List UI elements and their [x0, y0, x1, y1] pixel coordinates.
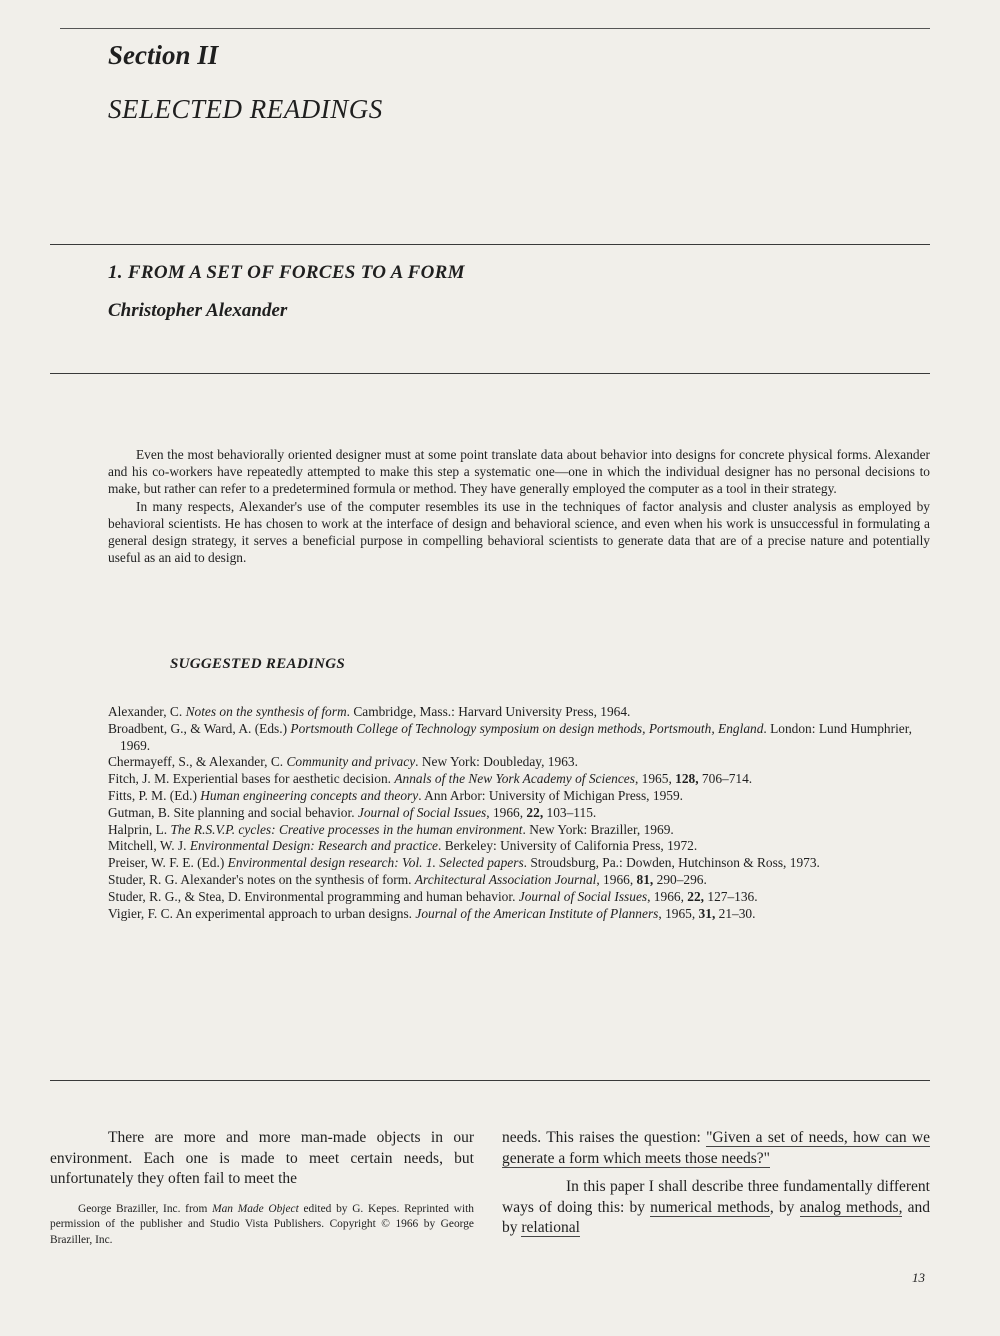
reference-text: Preiser, W. F. E. (Ed.) — [108, 855, 228, 871]
reference-text: . Cambridge, Mass.: Harvard University Press, 1964. — [346, 704, 631, 719]
reference-text: . Stroudsburg, Pa.: Dowden, Hutchinson & Ross, 1973. — [523, 855, 820, 871]
reference-source-title: Human engineering concepts and theory — [200, 787, 419, 803]
reference-text: Broadbent, G., & Ward, A. (Eds.) — [108, 720, 291, 736]
page-number: 13 — [912, 1270, 925, 1285]
section-title: SELECTED READINGS — [108, 94, 383, 124]
body-text: and by — [502, 1198, 931, 1237]
reference-item — [108, 788, 930, 805]
reference-text: . Berkeley: University of California Press, 1972. — [438, 838, 698, 854]
reference-text: . Ann Arbor: University of Michigan Press, 1959. — [418, 787, 684, 803]
body-text: In this paper I shall describe three fundamentally different ways of doing this: by — [502, 1178, 930, 1216]
reference-text: Gutman, B. Site planning and social behavior. — [108, 804, 358, 820]
reference-item — [108, 838, 930, 855]
underlined-term: numerical methods — [650, 1198, 770, 1216]
footnote-text: edited by G. Kepes. Reprinted with permission of the publisher and Studio Vista Publishers. Copyright © 1966 by George Braziller, Inc. — [50, 1202, 474, 1246]
reference-text: Halprin, L. — [108, 821, 171, 837]
reference-item — [108, 805, 930, 822]
intro-paragraph: Even the most behaviorally oriented designer must at some point translate data about behavior into designs for concrete physical forms. Alexander and his co-workers have repeatedly attempted to make this step a systematic one—one in which the individual designer has no personal decisions to make, but rather can refer to a predetermined formula or method. They have generally employed the computer as a tool in their strategy. — [108, 447, 930, 497]
reference-text: , 1965, — [634, 771, 676, 787]
reference-source-title: Community and privacy — [286, 754, 416, 770]
reference-text: . London: Lund Humphrier, 1969. — [120, 720, 913, 753]
reference-text: Alexander, C. — [108, 704, 186, 719]
copyright-footnote — [50, 1202, 474, 1248]
reference-text: , 1966, — [596, 871, 637, 887]
right-column — [502, 1128, 930, 1239]
reference-source-title: Environmental Design: Research and practice — [189, 838, 439, 854]
reference-source-title: Annals of the New York Academy of Sciences — [394, 771, 635, 787]
reference-text: . New York: Doubleday, 1963. — [415, 754, 578, 770]
reference-text: 290–296. — [653, 871, 707, 887]
article-title: 1. FROM A SET OF FORCES TO A FORM — [108, 262, 465, 283]
reference-text: Mitchell, W. J. — [108, 838, 190, 854]
reference-text: 127–136. — [704, 888, 758, 904]
underlined-question: "Given a set of needs, how can we generate a form which meets those needs?" — [502, 1129, 930, 1167]
reference-source-title: Journal of the American Institute of Planners — [415, 905, 659, 921]
suggested-readings-heading: SUGGESTED READINGS — [170, 656, 346, 672]
reference-item — [108, 822, 930, 839]
reference-item — [108, 754, 930, 771]
reference-text: Chermayeff, S., & Alexander, C. — [108, 754, 287, 770]
underlined-term: relational — [521, 1219, 580, 1237]
reference-text: Studer, R. G., & Stea, D. Environmental programming and human behavior. — [108, 888, 519, 904]
reference-text: 706–714. — [698, 771, 753, 787]
body-text: , by — [769, 1198, 800, 1216]
body-paragraph — [502, 1177, 930, 1239]
top-rule — [60, 28, 930, 29]
divider-rule — [50, 244, 930, 245]
body-paragraph — [502, 1128, 930, 1169]
footnote-book-title: Man Made Object — [212, 1202, 299, 1215]
reference-text: . New York: Braziller, 1969. — [522, 821, 674, 837]
article-author: Christopher Alexander — [108, 300, 288, 321]
underlined-term: analog methods, — [799, 1198, 903, 1216]
reference-text: Fitch, J. M. Experiential bases for aesthetic decision. — [108, 771, 395, 787]
reference-volume: 31, — [698, 905, 716, 921]
footnote-text: George Braziller, Inc. from — [78, 1202, 213, 1215]
reference-source-title: Architectural Association Journal — [414, 871, 597, 887]
reference-source-title: Portsmouth College of Technology symposium on design methods, Portsmouth, England — [290, 720, 764, 736]
reference-volume: 81, — [636, 871, 654, 887]
reference-volume: 128, — [675, 771, 699, 787]
reference-text: 21–30. — [715, 905, 756, 921]
reference-item — [108, 771, 930, 788]
reference-item — [108, 721, 930, 755]
reference-item — [108, 889, 930, 906]
divider-rule — [50, 1080, 930, 1081]
reference-source-title: The R.S.V.P. cycles: Creative processes in the human environment — [170, 821, 523, 837]
intro-paragraph: In many respects, Alexander's use of the computer resembles its use in the techniques of factor analysis and cluster analysis as employed by behavioral scientists. He has chosen to work at the interface of design and behavioral science, and even when his work is unsuccessful in formulating a general design strategy, it serves a beneficial purpose in compelling behavioral scientists to generate data that are of a precise nature and potentially useful as an aid to design. — [108, 498, 930, 566]
reference-text: 103–115. — [543, 804, 597, 820]
divider-rule — [50, 373, 930, 374]
left-column — [50, 1128, 474, 1248]
reference-text: Vigier, F. C. An experimental approach to urban designs. — [108, 905, 416, 921]
reference-item — [108, 872, 930, 889]
reference-text: Studer, R. G. Alexander's notes on the synthesis of form. — [108, 871, 415, 887]
reference-source-title: Notes on the synthesis of form — [185, 704, 347, 719]
reference-source-title: Journal of Social Issues — [518, 888, 648, 904]
reference-item — [108, 704, 930, 721]
editor-introduction — [108, 446, 930, 566]
reference-text: , 1966, — [486, 804, 527, 820]
body-paragraph: There are more and more man-made objects in our environment. Each one is made to meet certain needs, but unfortunately they often fail to meet the — [50, 1129, 474, 1188]
body-text: needs. This raises the question: — [502, 1129, 707, 1146]
reference-source-title: Environmental design research: Vol. 1. Selected papers — [227, 855, 524, 871]
section-label: Section II — [108, 40, 219, 70]
reference-text: Fitts, P. M. (Ed.) — [108, 787, 201, 803]
reference-text: , 1965, — [658, 905, 699, 921]
reference-text: , 1966, — [647, 888, 688, 904]
reference-source-title: Journal of Social Issues — [357, 804, 487, 820]
reference-list — [108, 704, 930, 922]
reference-volume: 22, — [526, 804, 544, 820]
reference-item — [108, 906, 930, 923]
reference-volume: 22, — [687, 888, 705, 904]
reference-item — [108, 855, 930, 872]
